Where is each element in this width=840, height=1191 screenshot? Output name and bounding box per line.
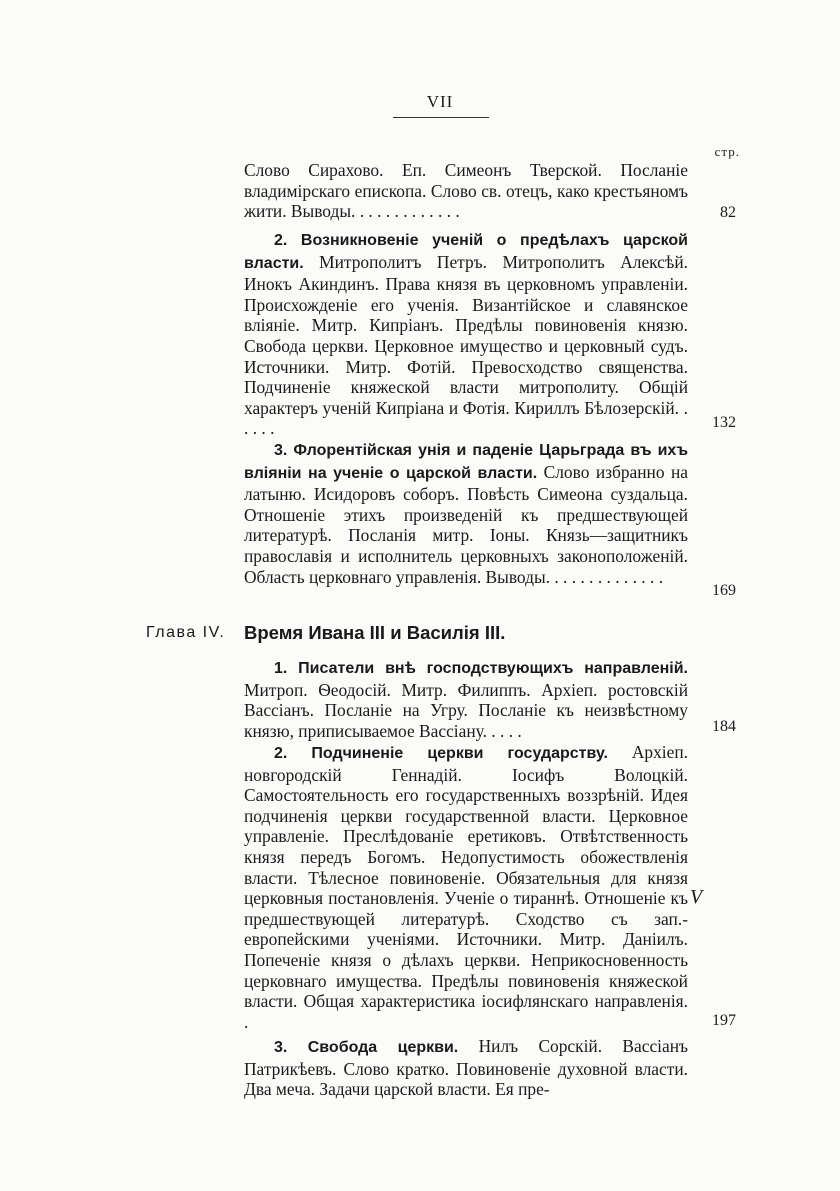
toc-entry-text: Нилъ Сорскій. Вассіанъ Патрикѣевъ. Слово кратко. Повиновеніе духовной власти. Два меча. Задачи царской власти. Ея пре-: [244, 1036, 689, 1100]
toc-page-number: 197: [712, 1012, 736, 1029]
toc-entry: [244, 439, 688, 587]
toc-page-number: 184: [712, 718, 736, 735]
toc-entry-text: Митрополитъ Петръ. Митрополитъ Алексѣй. Инокъ Акиндинъ. Права князя въ церковномъ управленіи. Происхожденіе его ученія. Византійское и славянское вліяніе. Митр. Кипріанъ. Предѣлы повиновенія князю. Свобода церкви. Церковное имущество и церковный судъ. Источники. Митр. Фотій. Превосходство священства. Подчиненіе княжеской власти митрополиту. Общій характеръ ученій Кипріана и Фотія. Кириллъ Бѣлозерскій. . . . . .: [244, 251, 688, 439]
toc-entry: [244, 657, 688, 741]
toc-entry-heading: 3. Свобода церкви.: [274, 1039, 459, 1056]
toc-entry-text: Митроп. Ѳеодосій. Митр. Филиппъ. Архіеп. ростовскій Вассіанъ. Посланіе на Угру. Посланіе къ неизвѣстному князю, приписываемое Вассіану. . . . .: [244, 679, 688, 741]
toc-page-number: 82: [720, 204, 736, 221]
header-rule: [393, 117, 489, 118]
chapter-title: Время Ивана III и Василія III.: [244, 622, 506, 643]
toc-entry: [244, 229, 688, 439]
toc-page-number: 132: [712, 414, 736, 431]
margin-handwritten-mark: V: [690, 886, 703, 908]
page-column-label: стр.: [714, 144, 740, 159]
toc-entry: [244, 160, 688, 222]
toc-entry-heading: 2. Подчиненіе церкви государству.: [274, 745, 608, 762]
toc-page-number: 169: [712, 582, 736, 599]
page-number: VII: [426, 92, 454, 111]
toc-entry-heading: 2. Возникновеніе ученій о предѣлахъ царской власти.: [244, 232, 688, 272]
toc-entry-heading: 1. Писатели внѣ господствующихъ направленій.: [274, 660, 688, 677]
toc-entry-text: Слово Сирахово. Еп. Симеонъ Тверской. Посланіе владимірскаго епископа. Слово св. отецъ, како крестьяномъ жити. Выводы. . . . . . . . . . . . .: [244, 160, 688, 222]
toc-entry-heading: 3. Флорентійская унія и паденіе Царьграда въ ихъ вліяніи на ученіе о царской власти.: [244, 442, 688, 482]
toc-entry: [244, 742, 688, 1032]
toc-entry-text: Архіеп. новгородскій Геннадій. Іосифъ Волоцкій. Самостоятельность его государственныхъ воззрѣній. Идея подчиненія церкви государственной власти. Церковное управленіе. Преслѣдованіе еретиковъ. Отвѣтственность князя передъ Богомъ. Недопустимость обожествленія власти. Тѣлесное повиновеніе. Обязательныя для князя церковныя постановленія. Ученіе о тираннѣ. Отношеніе къ предшествующей литературѣ. Сходство съ зап.-европейскими ученіями. Источники. Митр. Даніилъ. Попеченіе князя о дѣлахъ церкви. Неприкосновенность церковнаго имущества. Предѣлы повиновенія княжеской власти. Общая характеристика іосифлянскаго направленія. .: [244, 742, 688, 1032]
toc-entry-text: Слово избранно на латыню. Исидоровъ соборъ. Повѣсть Симеона суздальца. Отношеніе этихъ произведеній къ предшествующей литературѣ. Посланія митр. Іоны. Князь—защитникъ православія и исполнитель церковныхъ законоположеній. Область церковнаго управленія. Выводы. . . . . . . . . . . . . .: [244, 461, 688, 587]
toc-entry: [244, 1036, 688, 1100]
chapter-label: Глава IV.: [146, 624, 226, 641]
